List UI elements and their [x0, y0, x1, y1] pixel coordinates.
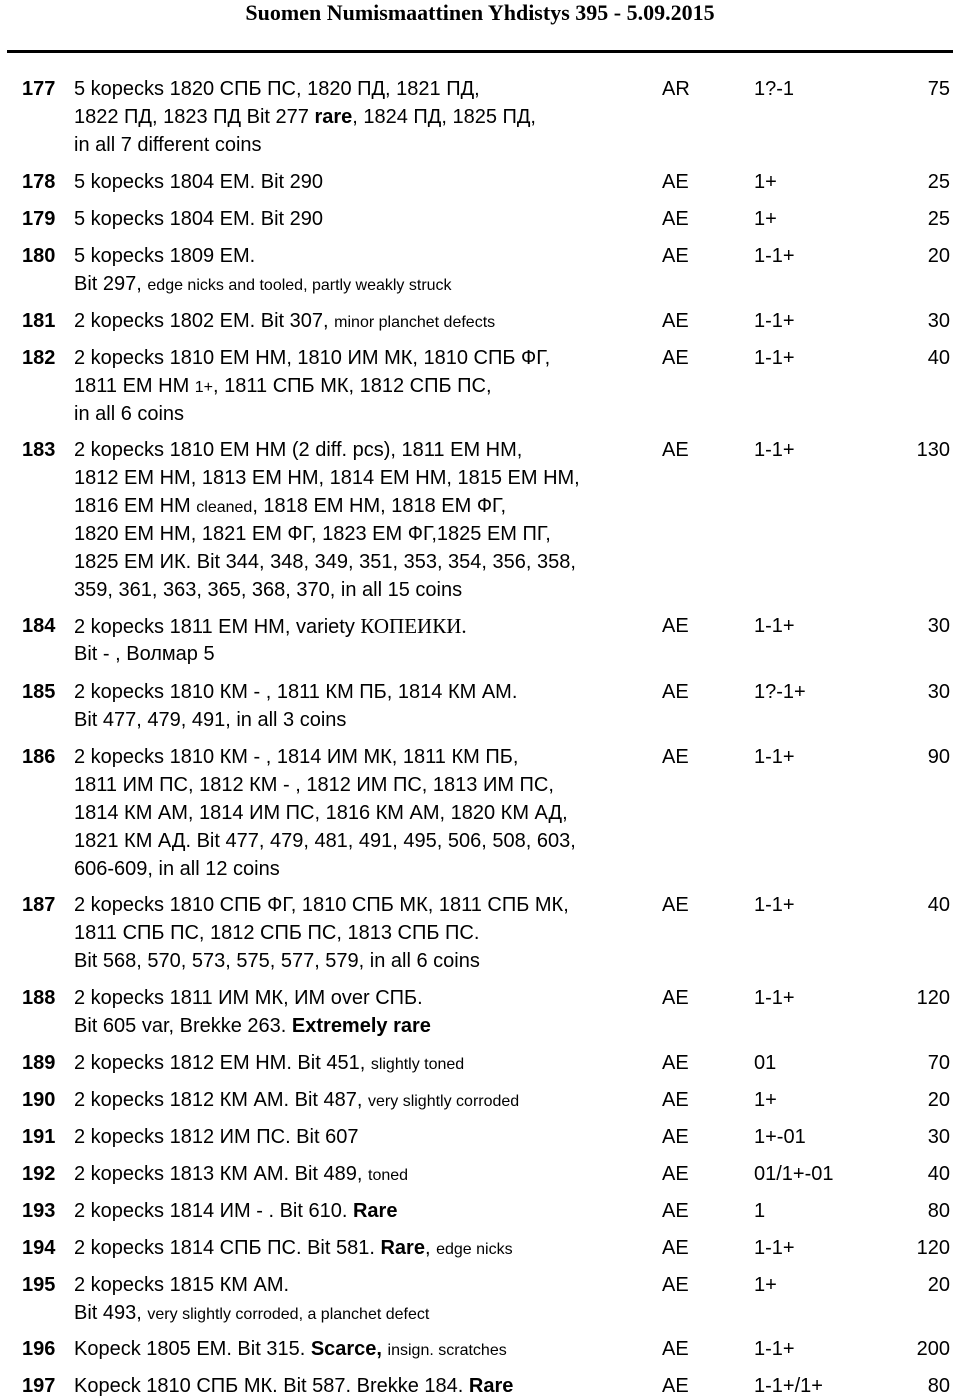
lot-grade: 1-1+ [754, 1338, 795, 1360]
lot-grade: 1-1+/1+ [754, 1375, 823, 1397]
lot-description [74, 1160, 654, 1188]
lot-price: 40 [927, 894, 950, 916]
lot-description [74, 307, 654, 335]
description-segment: Bit 493, [74, 1302, 148, 1324]
description-line [74, 1234, 654, 1262]
description-line [74, 242, 654, 270]
description-segment: in all 6 coins [74, 403, 185, 425]
description-line [74, 1123, 654, 1151]
lot-description [74, 1271, 654, 1327]
description-segment: Scarce, [310, 1338, 382, 1360]
description-line [74, 1335, 654, 1363]
description-segment: 2 kopecks 1813 КМ АМ. Bit 489, [74, 1163, 369, 1185]
lot-description [74, 242, 654, 298]
lot-number: 191 [22, 1126, 56, 1148]
lot-metal: AE [662, 347, 689, 369]
lot-metal: AE [662, 1338, 689, 1360]
lot-grade: 1+ [754, 171, 777, 193]
description-segment: 5 kopecks 1804 ЕМ. Bit 290 [74, 171, 324, 193]
lot-metal: AE [662, 681, 689, 703]
lot-description [74, 344, 654, 428]
lot-metal: AE [662, 1126, 689, 1148]
description-segment: , 1818 ЕМ НМ, 1818 ЕМ ФГ, [252, 495, 507, 517]
description-segment: , 1811 СПБ МК, 1812 СПБ ПС, [213, 375, 492, 397]
description-segment: 5 kopecks 1809 ЕМ. [74, 245, 256, 267]
description-segment: 2 kopecks 1802 ЕМ. Bit 307, [74, 310, 335, 332]
description-line [74, 891, 654, 919]
lot-grade: 1+ [754, 208, 777, 230]
lot-description [74, 743, 654, 883]
lot-number: 185 [22, 681, 56, 703]
description-line [74, 1197, 654, 1225]
lot-number: 179 [22, 208, 56, 230]
lot-number: 190 [22, 1089, 56, 1111]
description-line [74, 947, 654, 975]
description-segment: 2 kopecks 1814 СПБ ПС. Bit 581. [74, 1237, 381, 1259]
description-line [74, 799, 654, 827]
lot-price: 30 [927, 1126, 950, 1148]
lot-number: 189 [22, 1052, 56, 1074]
lot-number: 184 [22, 615, 56, 637]
lot-grade: 1-1+ [754, 439, 795, 461]
page-title: Suomen Numismaattinen Yhdistys 395 - 5.09.2015 [245, 0, 715, 25]
description-segment: 5 kopecks 1804 ЕМ. Bit 290 [74, 208, 324, 230]
description-line [74, 678, 654, 706]
description-segment: 2 kopecks 1811 ИМ МК, ИМ over СПБ. [74, 987, 423, 1009]
lot-number: 180 [22, 245, 56, 267]
lot-metal: AE [662, 615, 689, 637]
description-line [74, 168, 654, 196]
description-segment: 2 kopecks 1815 КМ АМ. [74, 1274, 290, 1296]
description-segment: Extremely rare [291, 1015, 431, 1037]
description-line [74, 919, 654, 947]
lot-metal: AR [662, 78, 690, 100]
lot-price: 20 [927, 1089, 950, 1111]
lot-number: 186 [22, 746, 56, 768]
lot-grade: 1-1+ [754, 615, 795, 637]
description-segment: 1820 ЕМ НМ, 1821 ЕМ ФГ, 1823 ЕМ ФГ,1825 ЕМ ПГ, [74, 523, 551, 545]
lot-metal: AE [662, 1274, 689, 1296]
lot-description [74, 1197, 654, 1225]
lot-price: 120 [916, 1237, 950, 1259]
lot-description [74, 1123, 654, 1151]
lot-price: 200 [916, 1338, 950, 1360]
description-line [74, 520, 654, 548]
description-segment: 2 kopecks 1810 ЕМ НМ, 1810 ИМ МК, 1810 СПБ ФГ, [74, 347, 551, 369]
lot-description [74, 984, 654, 1040]
description-segment: Kopeck 1805 ЕМ. Bit 315. [74, 1338, 311, 1360]
lot-grade: 1-1+ [754, 1237, 795, 1259]
lot-metal: AE [662, 208, 689, 230]
lot-grade: 1-1+ [754, 987, 795, 1009]
lot-number: 194 [22, 1237, 56, 1259]
lot-grade: 01/1+-01 [754, 1163, 834, 1185]
lot-number: 187 [22, 894, 56, 916]
description-segment: very slightly corroded, a planchet defect [147, 1306, 430, 1323]
lot-price: 90 [927, 746, 950, 768]
description-segment: 359, 361, 363, 365, 368, 370, in all 15 coins [74, 579, 463, 601]
lot-description [74, 678, 654, 734]
description-segment: toned [368, 1167, 409, 1184]
lot-number: 183 [22, 439, 56, 461]
description-segment: rare [314, 106, 353, 128]
description-segment: Rare [468, 1375, 514, 1397]
description-segment: in all 7 different coins [74, 134, 262, 156]
description-line [74, 1049, 654, 1077]
description-segment: 2 kopecks 1810 СПБ ФГ, 1810 СПБ МК, 1811 СПБ МК, [74, 894, 569, 916]
description-line [74, 706, 654, 734]
lot-price: 120 [916, 987, 950, 1009]
lot-number: 193 [22, 1200, 56, 1222]
description-line [74, 400, 654, 428]
description-segment: 2 kopecks 1812 ИМ ПС. Bit 607 [74, 1126, 359, 1148]
lot-grade: 1-1+ [754, 245, 795, 267]
description-line [74, 372, 654, 400]
lot-price: 25 [927, 208, 950, 230]
description-segment: 1812 ЕМ НМ, 1813 ЕМ НМ, 1814 ЕМ НМ, 1815 ЕМ НМ, [74, 467, 580, 489]
lot-grade: 1-1+ [754, 746, 795, 768]
description-line [74, 576, 654, 604]
lot-description [74, 1372, 654, 1400]
lot-price: 20 [927, 1274, 950, 1296]
lot-number: 196 [22, 1338, 56, 1360]
lot-description [74, 612, 654, 668]
lot-description [74, 75, 654, 159]
description-line [74, 492, 654, 520]
lot-price: 30 [927, 681, 950, 703]
description-segment: minor planchet defects [334, 314, 496, 331]
description-line [74, 1012, 654, 1040]
description-segment: 1825 ЕМ ИК. Bit 344, 348, 349, 351, 353, 354, 356, 358, [74, 551, 576, 573]
description-segment: 2 kopecks 1811 ЕМ НМ, variety [74, 616, 361, 638]
lot-price: 70 [927, 1052, 950, 1074]
lot-grade: 1?-1 [754, 78, 795, 100]
description-segment: , [424, 1237, 437, 1259]
description-segment: 1811 ИМ ПС, 1812 КМ - , 1812 ИМ ПС, 1813 ИМ ПС, [74, 774, 554, 796]
lot-description [74, 1049, 654, 1077]
description-segment: Bit 605 var, Brekke 263. [74, 1015, 292, 1037]
lot-metal: AE [662, 894, 689, 916]
description-segment: 2 kopecks 1812 ЕМ НМ. Bit 451, [74, 1052, 371, 1074]
description-line [74, 103, 654, 131]
description-segment: cleaned [196, 499, 253, 516]
description-line [74, 612, 654, 640]
description-segment: Bit 568, 570, 573, 575, 577, 579, in all 6 coins [74, 950, 480, 972]
page-header [0, 0, 960, 26]
lot-number: 188 [22, 987, 56, 1009]
lot-grade: 1+-01 [754, 1126, 806, 1148]
description-line [74, 205, 654, 233]
description-line [74, 827, 654, 855]
description-segment: 2 kopecks 1810 ЕМ НМ (2 diff. pcs), 1811 ЕМ НМ, [74, 439, 523, 461]
lot-number: 177 [22, 78, 56, 100]
lot-metal: AE [662, 171, 689, 193]
lot-metal: AE [662, 1200, 689, 1222]
lot-description [74, 1234, 654, 1262]
lot-price: 80 [927, 1200, 950, 1222]
description-segment: , 1824 ПД, 1825 ПД, [352, 106, 536, 128]
lot-price: 40 [927, 347, 950, 369]
lot-grade: 1-1+ [754, 310, 795, 332]
description-segment: 2 kopecks 1810 КМ - , 1814 ИМ МК, 1811 КМ ПБ, [74, 746, 519, 768]
lot-description [74, 168, 654, 196]
lot-metal: AE [662, 1089, 689, 1111]
lot-description [74, 1335, 654, 1363]
lot-grade: 1+ [754, 1274, 777, 1296]
description-line [74, 1271, 654, 1299]
header-rule [7, 50, 953, 53]
lot-number: 195 [22, 1274, 56, 1296]
lot-price: 20 [927, 245, 950, 267]
lot-description [74, 205, 654, 233]
description-line [74, 984, 654, 1012]
description-line [74, 75, 654, 103]
description-line [74, 1086, 654, 1114]
lot-grade: 1 [754, 1200, 766, 1222]
lot-price: 130 [916, 439, 950, 461]
lot-price: 30 [927, 310, 950, 332]
description-segment: Bit 477, 479, 491, in all 3 coins [74, 709, 347, 731]
description-segment: Rare [380, 1237, 425, 1259]
description-segment: КОПЕИКИ. [360, 614, 467, 638]
description-segment: 1816 ЕМ НМ [74, 495, 197, 517]
description-segment: Rare [352, 1200, 398, 1222]
description-segment: 1814 КМ АМ, 1814 ИМ ПС, 1816 КМ АМ, 1820 КМ АД, [74, 802, 568, 824]
description-line [74, 1299, 654, 1327]
description-segment: 2 kopecks 1812 КМ АМ. Bit 487, [74, 1089, 369, 1111]
description-segment: 2 kopecks 1810 КМ - , 1811 КМ ПБ, 1814 КМ АМ. [74, 681, 518, 703]
description-segment: 5 kopecks 1820 СПБ ПС, 1820 ПД, 1821 ПД, [74, 78, 480, 100]
lot-number: 178 [22, 171, 56, 193]
lot-metal: AE [662, 1052, 689, 1074]
description-segment: insign. scratches [387, 1342, 507, 1359]
lot-description [74, 436, 654, 604]
description-line [74, 743, 654, 771]
lot-price: 80 [927, 1375, 950, 1397]
description-line [74, 548, 654, 576]
description-line [74, 344, 654, 372]
lot-metal: AE [662, 987, 689, 1009]
description-line [74, 464, 654, 492]
description-segment: 1821 КМ АД. Bit 477, 479, 481, 491, 495, 506, 508, 603, [74, 830, 576, 852]
lot-number: 197 [22, 1375, 56, 1397]
lot-metal: AE [662, 439, 689, 461]
description-line [74, 771, 654, 799]
description-segment: slightly toned [370, 1056, 465, 1073]
lot-number: 182 [22, 347, 56, 369]
description-segment: 1811 СПБ ПС, 1812 СПБ ПС, 1813 СПБ ПС. [74, 922, 480, 944]
lot-metal: AE [662, 746, 689, 768]
description-line [74, 855, 654, 883]
description-segment: 606-609, in all 12 coins [74, 858, 280, 880]
description-segment: 2 kopecks 1814 ИМ - . Bit 610. [74, 1200, 353, 1222]
lot-grade: 1+ [754, 1089, 777, 1111]
description-line [74, 307, 654, 335]
description-segment: edge nicks and tooled, partly weakly struck [147, 277, 452, 294]
lot-grade: 1-1+ [754, 347, 795, 369]
lot-grade: 1-1+ [754, 894, 795, 916]
description-segment: edge nicks [436, 1241, 513, 1258]
lot-number: 192 [22, 1163, 56, 1185]
description-line [74, 1160, 654, 1188]
description-line [74, 436, 654, 464]
lot-price: 40 [927, 1163, 950, 1185]
lot-price: 75 [927, 78, 950, 100]
description-line [74, 131, 654, 159]
description-line [74, 270, 654, 298]
description-line [74, 1372, 654, 1400]
lot-metal: AE [662, 1237, 689, 1259]
description-segment: Bit - , Волмар 5 [74, 643, 215, 665]
lot-description [74, 891, 654, 975]
lot-metal: AE [662, 310, 689, 332]
description-line [74, 640, 654, 668]
description-segment: 1811 ЕМ НМ [74, 375, 195, 397]
description-segment: very slightly corroded [368, 1093, 520, 1110]
lot-grade: 01 [754, 1052, 777, 1074]
lot-metal: AE [662, 1163, 689, 1185]
lot-metal: AE [662, 1375, 689, 1397]
lot-metal: AE [662, 245, 689, 267]
lot-price: 25 [927, 171, 950, 193]
lot-number: 181 [22, 310, 56, 332]
description-segment: 1822 ПД, 1823 ПД Bit 277 [74, 106, 315, 128]
description-segment: 1+ [194, 379, 214, 396]
lot-price: 30 [927, 615, 950, 637]
lot-grade: 1?-1+ [754, 681, 806, 703]
lot-description [74, 1086, 654, 1114]
description-segment: Bit 297, [74, 273, 148, 295]
description-segment: Kopeck 1810 СПБ МК. Bit 587. Brekke 184. [74, 1375, 469, 1397]
